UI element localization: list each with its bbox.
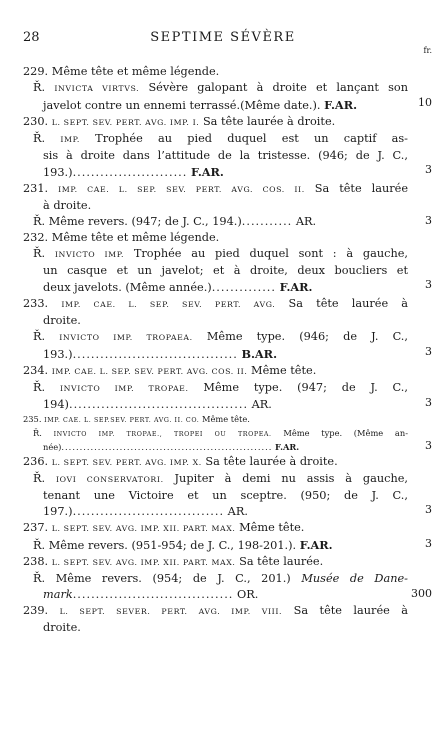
price: 3 bbox=[425, 345, 432, 358]
metal-code: OR. bbox=[236, 588, 259, 601]
entry-reverse: Ř. INVICTA VIRTVS. Sévère galopant à droite et lançant son javelot contre un ennemi terrassé.(Même date.). F.AR. 10 bbox=[33, 81, 432, 112]
obverse-text: Même tête. bbox=[201, 414, 250, 424]
reverse-text: née) bbox=[43, 442, 62, 452]
obverse-text: Même tête. bbox=[251, 364, 317, 377]
reverse-legend: IMP. bbox=[60, 135, 80, 144]
metal-code: F.AR. bbox=[279, 280, 313, 294]
obverse-text: droite. bbox=[43, 314, 81, 327]
entry-reverse: Ř. Même revers. (947; de J. C., 194.)........... AR. 3 bbox=[33, 214, 432, 228]
metal-code: F.AR. bbox=[275, 442, 300, 452]
obverse-text: Sa tête laurée à bbox=[293, 604, 409, 617]
obverse-text: Même tête. bbox=[239, 521, 305, 534]
running-header bbox=[0, 30, 446, 50]
reverse-text: Jupiter à demi nu assis à gauche, bbox=[174, 472, 408, 485]
entry-obverse bbox=[0, 520, 446, 537]
provenance-text: mark bbox=[43, 588, 73, 601]
entry-number: 229. bbox=[23, 65, 49, 78]
obverse-text: droite. bbox=[43, 621, 81, 634]
provenance-text: Musée de Dane- bbox=[301, 572, 408, 585]
price: 3 bbox=[425, 396, 432, 409]
reverse-text: un casque et un javelot; et à droite, deux boucliers et bbox=[43, 264, 408, 277]
obverse-text: Sa tête laurée à droite. bbox=[202, 115, 336, 128]
metal-code: B.AR. bbox=[241, 347, 278, 361]
obverse-text: Sa tête laurée bbox=[314, 182, 408, 195]
reverse-text: Même revers. (954; de J. C., 201.) bbox=[55, 572, 291, 585]
entry-number: 235. bbox=[23, 414, 42, 424]
obverse-legend: IMP. CAE. L. SEP.SEV. PERT. AVG. II. CO. bbox=[44, 417, 200, 424]
obverse-legend: L. SEPT. SEVER. PERT. AVG. IMP. VIII. bbox=[59, 607, 283, 616]
price: 3 bbox=[425, 278, 432, 291]
reverse-text: sis à droite dans l’attitude de la tristesse. (946; de J. C., bbox=[43, 149, 408, 162]
entry-number: 236. bbox=[23, 455, 49, 468]
price: 3 bbox=[425, 214, 432, 227]
reverse-legend: INVICTO IMP. bbox=[54, 250, 125, 259]
entry-number: 239. bbox=[23, 604, 49, 617]
entry-reverse: Ř. Même revers. (951-954; de J. C., 198-201.). F.AR. 3 bbox=[33, 537, 432, 552]
price: 300 bbox=[411, 587, 432, 600]
obverse-text: Sa tête laurée à bbox=[288, 297, 409, 310]
reverse-legend: IOVI CONSERVATORI. bbox=[55, 475, 164, 484]
entry-reverse: Ř. INVICTO IMP. TROPAE., TROPEI OU TROPEA. Même type. (Même an- née).......................................................... F.AR. 3 bbox=[33, 428, 432, 452]
entry-number: 233. bbox=[23, 297, 49, 310]
entry-obverse bbox=[0, 554, 446, 571]
obverse-text: Même tête et même légende. bbox=[51, 231, 220, 244]
entry-reverse: Ř. Même revers. (954; de J. C., 201.) Musée de Dane- mark................................... OR. 300 bbox=[33, 572, 432, 601]
reverse-text: javelot contre un ennemi terrassé.(Même date.). bbox=[43, 99, 321, 112]
reverse-text: tenant une Victoire et un sceptre. (950; de J. C., bbox=[43, 489, 408, 502]
reverse-text: 197.) bbox=[43, 505, 73, 518]
page-number: 28 bbox=[23, 30, 40, 45]
obverse-text: à droite. bbox=[43, 199, 92, 212]
price-unit-label: fr. bbox=[423, 46, 432, 55]
entry-obverse bbox=[0, 230, 446, 246]
reverse-legend: INVICTA VIRTVS. bbox=[54, 84, 140, 93]
reverse-text: Trophée au pied duquel est un captif as- bbox=[95, 132, 408, 145]
entry-obverse bbox=[0, 413, 446, 427]
entry-obverse bbox=[0, 454, 446, 471]
obverse-legend: IMP. CAE. L. SEP. SEV. PERT. AVG. COS. II. bbox=[58, 185, 305, 194]
metal-code: F.AR. bbox=[324, 98, 358, 112]
catalog-entries bbox=[0, 64, 446, 636]
entry-reverse: Ř. INVICTO IMP. TROPAEA. Même type. (946; de J. C., 193.).................................... B.AR. 3 bbox=[33, 330, 432, 361]
reverse-text: 194) bbox=[43, 398, 69, 411]
entry-reverse: Ř. IOVI CONSERVATORI. Jupiter à demi nu assis à gauche, tenant une Victoire et un sceptre. (950; de J. C., 197.)................................. AR. 3 bbox=[33, 472, 432, 518]
price: 3 bbox=[425, 537, 432, 550]
obverse-text: Même tête et même légende. bbox=[51, 65, 220, 78]
reverse-text: Même revers. (947; de J. C., 194.) bbox=[48, 215, 242, 228]
entry-number: 234. bbox=[23, 364, 49, 377]
reverse-legend: INVICTO IMP. TROPAE., TROPEI OU TROPEA. bbox=[53, 431, 272, 438]
obverse-text: Sa tête laurée à droite. bbox=[205, 455, 338, 468]
entry-obverse bbox=[0, 181, 446, 214]
price: 10 bbox=[418, 96, 432, 109]
reverse-text: 193.) bbox=[43, 166, 73, 179]
entry-obverse bbox=[0, 114, 446, 131]
entry-number: 237. bbox=[23, 521, 49, 534]
metal-code: AR. bbox=[227, 505, 248, 518]
reverse-text: Sévère galopant à droite et lançant son bbox=[148, 81, 409, 94]
running-title: SEPTIME SÉVÈRE bbox=[150, 30, 296, 45]
reverse-text: Même type. (947; de J. C., bbox=[203, 381, 408, 394]
reverse-text: deux javelots. (Même année.) bbox=[43, 281, 212, 294]
entry-obverse bbox=[0, 603, 446, 636]
entry-number: 232. bbox=[23, 231, 49, 244]
obverse-legend: L. SEPT. SEV. PERT. AVG. IMP. X. bbox=[51, 458, 202, 467]
entry-obverse bbox=[0, 64, 446, 80]
reverse-text: Trophée au pied duquel sont : à gauche, bbox=[133, 247, 408, 260]
reverse-legend: INVICTO IMP. TROPAEA. bbox=[59, 333, 193, 342]
entry-number: 238. bbox=[23, 555, 49, 568]
price: 3 bbox=[425, 503, 432, 516]
entry-reverse: Ř. INVICTO IMP. Trophée au pied duquel sont : à gauche, un casque et un javelot; et à droite, deux boucliers et deux javelots. (Même année.).............. F.AR. 3 bbox=[33, 247, 432, 294]
entry-obverse bbox=[0, 363, 446, 380]
metal-code: F.AR. bbox=[299, 538, 333, 552]
metal-code: F.AR. bbox=[190, 165, 224, 179]
entry-number: 230. bbox=[23, 115, 49, 128]
entry-reverse: Ř. INVICTO IMP. TROPAE. Même type. (947; de J. C., 194)....................................... AR. 3 bbox=[33, 381, 432, 411]
obverse-legend: L. SEPT. SEV. AVG. IMP. XII. PART. MAX. bbox=[51, 524, 236, 533]
obverse-legend: IMP. CAE. L. SEP. SEV. PERT. AVG. COS. II. bbox=[51, 367, 248, 376]
entry-reverse: Ř. IMP. Trophée au pied duquel est un captif as- sis à droite dans l’attitude de la tristesse. (946; de J. C., 193.)......................... F.AR. 3 bbox=[33, 132, 432, 179]
price: 3 bbox=[425, 163, 432, 176]
price: 3 bbox=[425, 439, 432, 452]
obverse-legend: L. SEPT. SEV. PERT. AVG. IMP. I. bbox=[51, 118, 200, 127]
obverse-text: Sa tête laurée. bbox=[239, 555, 324, 568]
metal-code: AR. bbox=[251, 398, 272, 411]
reverse-text: 193.) bbox=[43, 348, 73, 361]
reverse-text: Même revers. (951-954; de J. C., 198-201.). bbox=[48, 539, 297, 552]
reverse-text: Même type. (Même an- bbox=[283, 428, 409, 438]
obverse-legend: IMP. CAE. L. SEP. SEV. PERT. AVG. bbox=[61, 300, 276, 309]
metal-code: AR. bbox=[295, 215, 317, 228]
entry-number: 231. bbox=[23, 182, 49, 195]
entry-obverse bbox=[0, 296, 446, 329]
obverse-legend: L. SEPT. SEV. AVG. IMP. XII. PART. MAX. bbox=[51, 558, 236, 567]
reverse-text: Même type. (946; de J. C., bbox=[206, 330, 408, 343]
reverse-legend: INVICTO IMP. TROPAE. bbox=[59, 384, 189, 393]
